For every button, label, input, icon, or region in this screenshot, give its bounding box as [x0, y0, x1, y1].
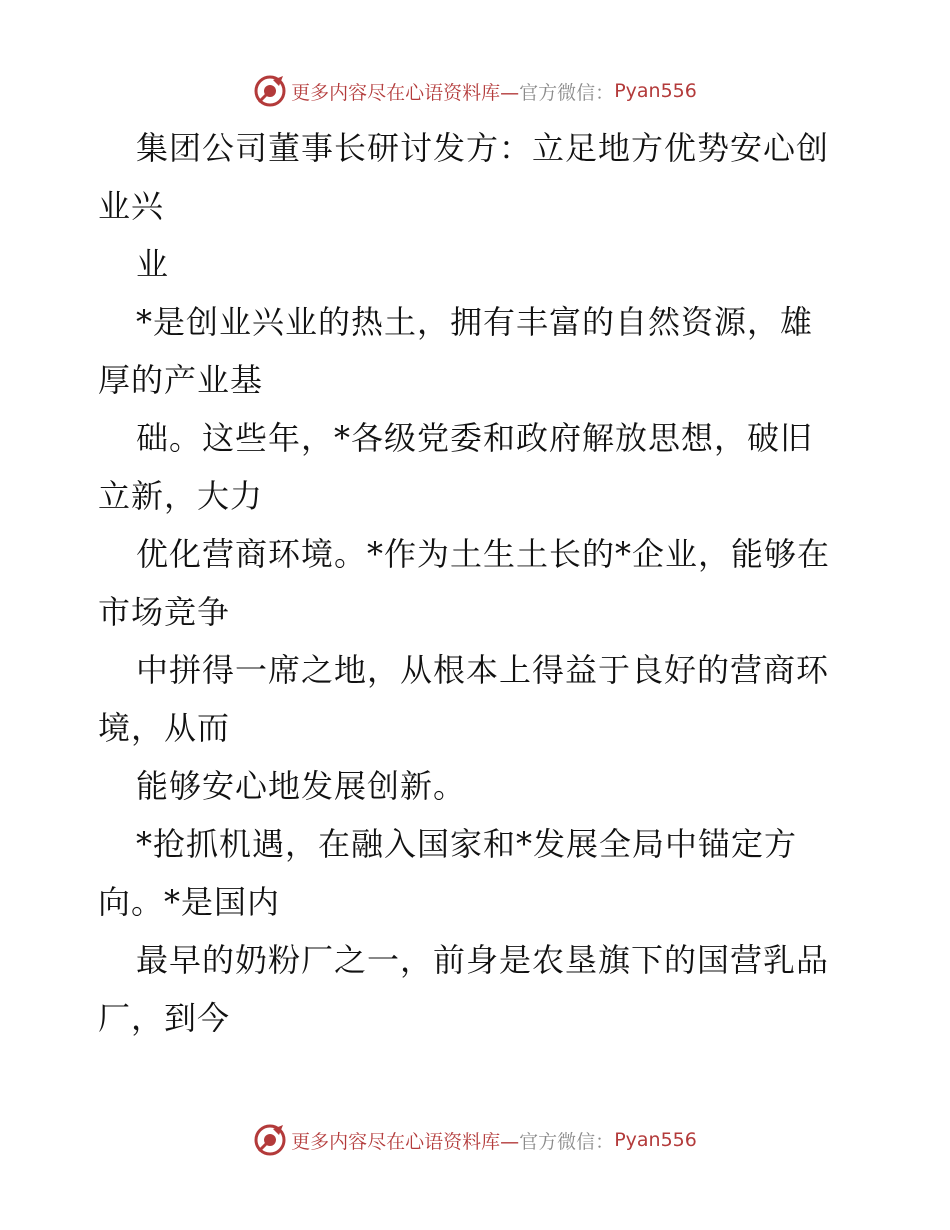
- quill-logo-icon: [253, 74, 287, 108]
- banner-wechat-label: 官方微信：: [519, 1130, 615, 1153]
- text-line: 中拼得一席之地，从根本上得益于良好的营商环: [136, 651, 830, 689]
- banner-wechat-handle: Pyan556: [614, 80, 697, 102]
- quill-logo-icon: [253, 1123, 287, 1157]
- text-line: 境，从而: [98, 709, 231, 747]
- header-banner: [0, 71, 950, 111]
- text-line: 优化营商环境。*作为土生土长的*企业，能够在: [136, 535, 831, 573]
- text-line: 厂，到今: [98, 999, 231, 1037]
- text-line: 集团公司董事长研讨发方：立足地方优势安心创: [136, 129, 830, 167]
- text-line: 向。*是国内: [98, 883, 281, 921]
- text-line: 能够安心地发展创新。: [136, 767, 467, 805]
- text-line: 市场竞争: [98, 593, 231, 631]
- banner-brand-text: 更多内容尽在心语资料库—: [291, 81, 520, 104]
- text-line: 最早的奶粉厂之一，前身是农垦旗下的国营乳品: [136, 941, 830, 979]
- text-line: 础。这些年，*各级党委和政府解放思想，破旧: [136, 419, 814, 457]
- banner-wechat-label: 官方微信：: [519, 81, 615, 104]
- banner-wechat-handle: Pyan556: [614, 1129, 697, 1151]
- text-line: *抢抓机遇，在融入国家和*发展全局中锚定方: [136, 825, 798, 863]
- document-body: [98, 119, 918, 1047]
- text-line: 厚的产业基: [98, 361, 264, 399]
- text-line: 立新，大力: [98, 477, 264, 515]
- text-line: *是创业兴业的热土，拥有丰富的自然资源，雄: [136, 303, 814, 341]
- banner-brand-text: 更多内容尽在心语资料库—: [291, 1130, 520, 1153]
- footer-banner: [0, 1120, 950, 1160]
- text-line: 业: [136, 245, 170, 283]
- text-line: 业兴: [98, 187, 165, 225]
